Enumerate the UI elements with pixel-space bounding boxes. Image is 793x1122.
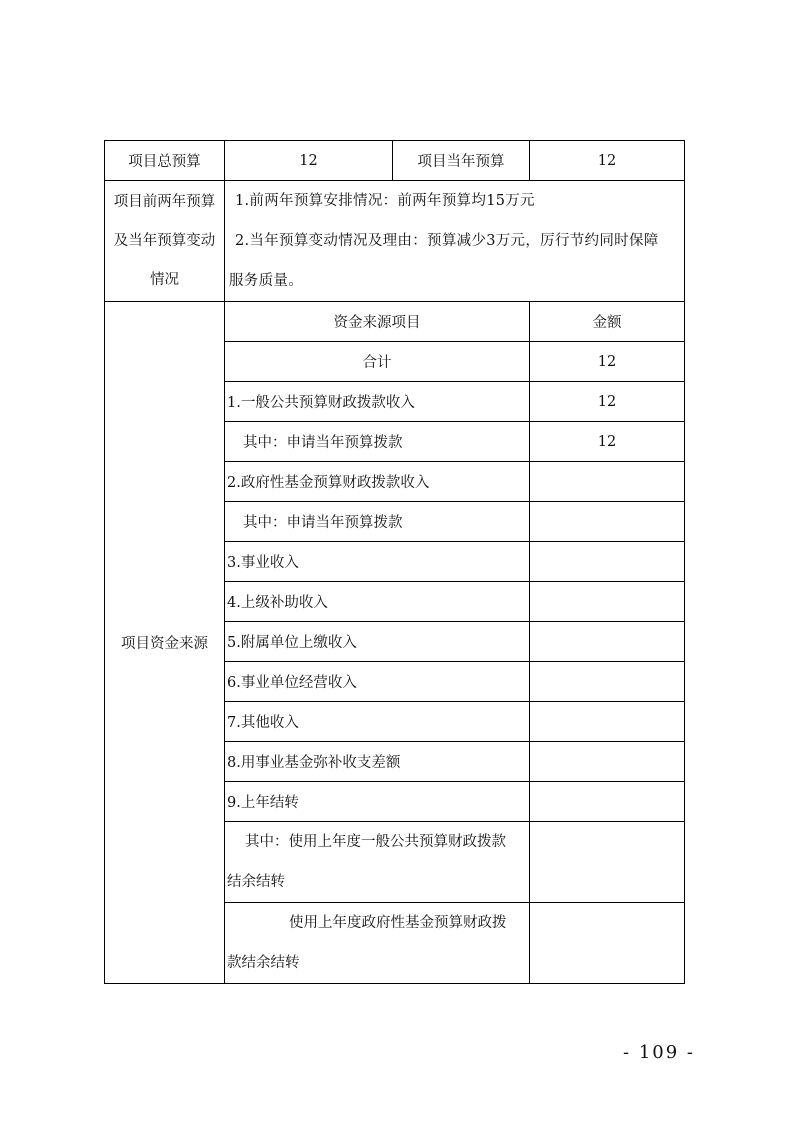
funding-item-line: 其中：使用上年度一般公共预算财政拨款 <box>245 834 506 850</box>
funding-item: 4.上级补助收入 <box>225 582 530 622</box>
funding-amount: 12 <box>530 422 685 462</box>
current-budget-value: 12 <box>530 141 685 181</box>
table-row-total <box>105 141 685 181</box>
funding-item: 9.上年结转 <box>225 782 530 822</box>
change-line: 2.当年预算变动情况及理由：预算减少3万元，厉行节约同时保障 <box>235 233 659 249</box>
page-number: - 109 - <box>623 1042 695 1063</box>
funding-amount <box>530 502 685 542</box>
funding-item-carryover-fund <box>225 903 530 984</box>
funding-item-line: 结余结转 <box>227 874 285 890</box>
funding-item: 7.其他收入 <box>225 702 530 742</box>
funding-amount <box>530 782 685 822</box>
funding-amount <box>530 662 685 702</box>
funding-section-label: 项目资金来源 <box>105 302 225 984</box>
funding-item: 其中：申请当年预算拨款 <box>225 502 530 542</box>
funding-item: 6.事业单位经营收入 <box>225 662 530 702</box>
funding-amount <box>530 903 685 984</box>
funding-amount <box>530 462 685 502</box>
funding-item: 1.一般公共预算财政拨款收入 <box>225 382 530 422</box>
funding-item-carryover-general <box>225 822 530 903</box>
funding-item: 2.政府性基金预算财政拨款收入 <box>225 462 530 502</box>
funding-amount: 12 <box>530 382 685 422</box>
funding-amount <box>530 702 685 742</box>
funding-amount <box>530 542 685 582</box>
change-label-line: 及当年预算变动 <box>113 232 216 249</box>
current-budget-label: 项目当年预算 <box>393 141 530 181</box>
funding-item: 5.附属单位上缴收入 <box>225 622 530 662</box>
budget-table <box>104 140 685 984</box>
funding-amount <box>530 822 685 903</box>
funding-item: 其中：申请当年预算拨款 <box>225 422 530 462</box>
table-row-change <box>105 181 685 302</box>
funding-amount-header: 金额 <box>530 302 685 342</box>
change-label-line: 项目前两年预算 <box>113 193 216 210</box>
change-description-cell <box>225 181 685 302</box>
funding-amount: 12 <box>530 342 685 382</box>
total-budget-value: 12 <box>225 141 393 181</box>
funding-amount <box>530 622 685 662</box>
change-label-line: 情况 <box>150 271 179 288</box>
funding-item-line: 款结余结转 <box>227 955 300 971</box>
total-budget-label: 项目总预算 <box>105 141 225 181</box>
funding-amount <box>530 742 685 782</box>
funding-item: 合计 <box>225 342 530 382</box>
funding-amount <box>530 582 685 622</box>
funding-item-header: 资金来源项目 <box>225 302 530 342</box>
table-row-funding-header <box>105 302 685 342</box>
change-label-cell <box>105 181 225 302</box>
change-line: 1.前两年预算安排情况：前两年预算均15万元 <box>235 193 535 209</box>
funding-item-line: 使用上年度政府性基金预算财政拨 <box>289 915 507 931</box>
funding-item: 8.用事业基金弥补收支差额 <box>225 742 530 782</box>
funding-item: 3.事业收入 <box>225 542 530 582</box>
change-line: 服务质量。 <box>229 273 303 289</box>
